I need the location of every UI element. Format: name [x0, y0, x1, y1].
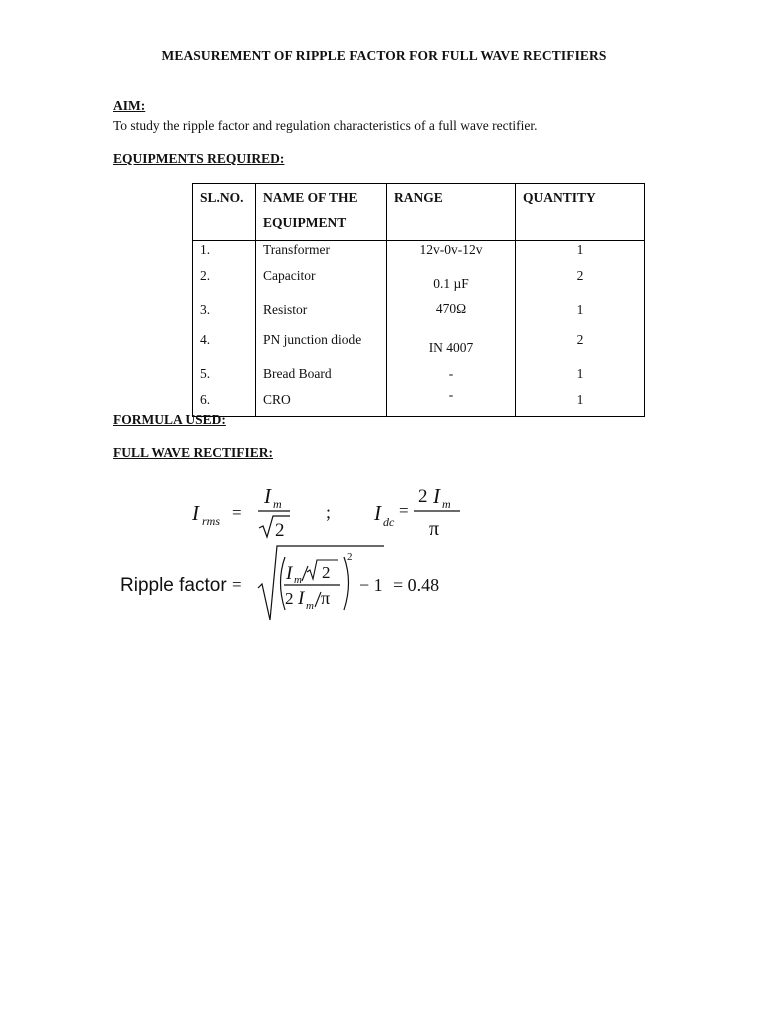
table-row [193, 268, 645, 302]
irms-equals: = [232, 503, 242, 522]
aim-text: To study the ripple factor and regulation characteristics of a full wave rectifier. [113, 118, 538, 133]
inner-im-denominator: I [298, 588, 305, 609]
cell-name: CRO [256, 392, 387, 417]
cell-slno: 2. [193, 268, 256, 302]
idc-im: I [433, 484, 440, 508]
ripple-factor-label: Ripple factor [120, 575, 227, 596]
column-header-range: RANGE [387, 184, 516, 241]
equipments-heading: EQUIPMENTS REQUIRED: [113, 151, 285, 166]
table-row [193, 302, 645, 332]
column-header-quantity: QUANTITY [516, 184, 645, 241]
cell-name: Bread Board [256, 366, 387, 392]
cell-quantity: 1 [516, 302, 645, 332]
table-row [193, 392, 645, 417]
cell-slno: 3. [193, 302, 256, 332]
im-numerator-subscript: m [273, 497, 282, 511]
table-row [193, 241, 645, 269]
formula-heading: FORMULA USED: [113, 412, 226, 427]
idc-pi: π [429, 518, 440, 540]
cell-slno: 5. [193, 366, 256, 392]
rectifier-heading: FULL WAVE RECTIFIER: [113, 445, 274, 460]
cell-quantity: 1 [516, 241, 645, 269]
idc-two: 2 [418, 486, 428, 507]
inner-m-subscript: m [294, 574, 302, 586]
table-row [193, 332, 645, 366]
ripple-formula [118, 480, 478, 625]
formula-separator: ; [326, 502, 332, 522]
irms-symbol: I [192, 501, 199, 525]
inner-sqrt2: 2 [322, 563, 331, 582]
idc-equals: = [399, 501, 409, 520]
inner-im-numerator: I [286, 563, 293, 584]
idc-subscript: dc [383, 515, 395, 529]
cell-range: 0.1 µF [387, 268, 516, 302]
aim-heading: AIM: [113, 98, 146, 113]
equipment-table [192, 183, 645, 417]
cell-slno: 1. [193, 241, 256, 269]
inner-slash [302, 566, 308, 581]
cell-name: Capacitor [256, 268, 387, 302]
cell-range: IN 4007 [387, 332, 516, 366]
cell-slno: 6. [193, 392, 256, 417]
idc-m-subscript: m [442, 497, 451, 511]
cell-range: - [387, 366, 516, 392]
table-header-row [193, 184, 645, 241]
right-paren [344, 557, 349, 610]
sqrt2-value: 2 [275, 520, 285, 541]
ripple-exponent: 2 [347, 551, 353, 563]
irms-subscript: rms [202, 514, 221, 528]
inner-pi: π [321, 588, 331, 608]
column-header-slno: SL.NO. [193, 184, 256, 241]
ripple-result: = 0.48 [393, 575, 440, 595]
idc-symbol: I [374, 501, 381, 525]
page-title: MEASUREMENT OF RIPPLE FACTOR FOR FULL WAVE RECTIFIERS [161, 48, 607, 63]
minus-one: − 1 [359, 575, 383, 595]
im-numerator: I [264, 484, 271, 508]
cell-name: PN junction diode [256, 332, 387, 366]
cell-quantity: 1 [516, 392, 645, 417]
cell-quantity: 1 [516, 366, 645, 392]
cell-slno: 4. [193, 332, 256, 366]
table-row [193, 366, 645, 392]
column-header-name: NAME OF THE EQUIPMENT [256, 184, 387, 241]
cell-range: - [387, 392, 516, 417]
inner-two: 2 [285, 589, 294, 608]
cell-quantity: 2 [516, 332, 645, 366]
cell-range: 12v-0v-12v [387, 241, 516, 269]
cell-range: 470Ω [387, 302, 516, 332]
cell-quantity: 2 [516, 268, 645, 302]
inner-m-subscript-denominator: m [306, 600, 314, 612]
cell-name: Transformer [256, 241, 387, 269]
ripple-equals: = [232, 575, 242, 594]
cell-name: Resistor [256, 302, 387, 332]
